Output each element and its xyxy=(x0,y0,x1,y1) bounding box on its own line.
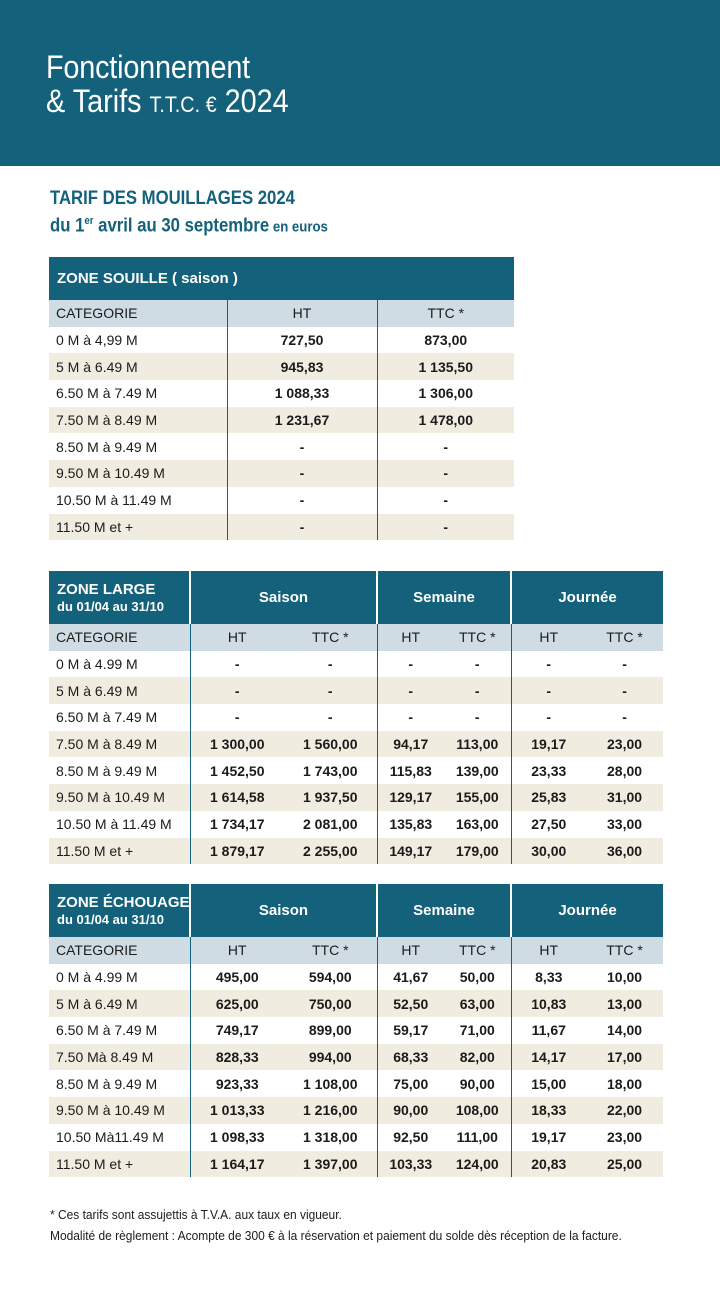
column-header: TTC * xyxy=(284,624,377,651)
price-cell: 22,00 xyxy=(586,1097,663,1124)
subtitle-line1: TARIF DES MOUILLAGES 2024 xyxy=(50,188,295,209)
price-cell: 129,17 xyxy=(377,784,444,811)
zone-large-group-journee: Journée xyxy=(511,571,663,624)
price-cell: 1 743,00 xyxy=(284,757,377,784)
table-row xyxy=(49,1097,663,1124)
footer-payment-note: Modalité de règlement : Acompte de 300 € à la réservation et paiement du solde dès réception de la facture. xyxy=(50,1228,622,1243)
table-row xyxy=(49,838,663,865)
table-row xyxy=(49,651,663,678)
price-cell: - xyxy=(511,677,586,704)
table-row xyxy=(49,327,514,354)
column-header: HT xyxy=(190,937,284,964)
price-cell: 50,00 xyxy=(444,964,511,991)
column-header: TTC * xyxy=(444,624,511,651)
header-row xyxy=(49,937,663,964)
column-header: TTC * xyxy=(586,937,663,964)
subtitle-sup: er xyxy=(84,215,94,227)
row-category: 10.50 M à 11.49 M xyxy=(49,487,227,514)
subtitle-line2 xyxy=(50,210,328,238)
price-cell: - xyxy=(227,514,377,541)
column-header: TTC * xyxy=(377,300,514,327)
price-cell: 124,00 xyxy=(444,1151,511,1178)
table-row xyxy=(49,433,514,460)
header-title-line2 xyxy=(46,83,289,120)
price-cell: 1 560,00 xyxy=(284,731,377,758)
table-row xyxy=(49,514,514,541)
row-category: 11.50 M et + xyxy=(49,838,190,865)
price-cell: 14,00 xyxy=(586,1017,663,1044)
price-cell: 1 318,00 xyxy=(284,1124,377,1151)
price-cell: 923,33 xyxy=(190,1070,284,1097)
price-cell: 33,00 xyxy=(586,811,663,838)
zone-souille-table xyxy=(49,257,514,540)
row-category: 5 M à 6.49 M xyxy=(49,353,227,380)
table-row xyxy=(49,704,663,731)
subtitle-date-end: avril au 30 septembre xyxy=(93,215,270,237)
price-cell: 1 108,00 xyxy=(284,1070,377,1097)
price-cell: 25,00 xyxy=(586,1151,663,1178)
price-cell: - xyxy=(190,651,284,678)
price-cell: 945,83 xyxy=(227,353,377,380)
header-tarifs: & Tarifs xyxy=(46,83,150,119)
zone-echouage-group-journee: Journée xyxy=(511,884,663,937)
price-cell: 1 397,00 xyxy=(284,1151,377,1178)
price-cell: 28,00 xyxy=(586,757,663,784)
table-row xyxy=(49,487,514,514)
price-cell: - xyxy=(511,651,586,678)
price-cell: 1 879,17 xyxy=(190,838,284,865)
table-row xyxy=(49,353,514,380)
row-category: 6.50 M à 7.49 M xyxy=(49,704,190,731)
price-cell: 1 013,33 xyxy=(190,1097,284,1124)
price-cell: 828,33 xyxy=(190,1044,284,1071)
row-category: 5 M à 6.49 M xyxy=(49,677,190,704)
price-cell: 19,17 xyxy=(511,1124,586,1151)
price-cell: - xyxy=(586,704,663,731)
column-header: HT xyxy=(511,624,586,651)
price-cell: 19,17 xyxy=(511,731,586,758)
zone-large-table xyxy=(49,571,663,864)
price-cell: 495,00 xyxy=(190,964,284,991)
price-cell: 103,33 xyxy=(377,1151,444,1178)
page-header xyxy=(0,0,720,166)
price-cell: 15,00 xyxy=(511,1070,586,1097)
price-cell: 36,00 xyxy=(586,838,663,865)
row-category: 8.50 M à 9.49 M xyxy=(49,1070,190,1097)
price-cell: 59,17 xyxy=(377,1017,444,1044)
price-cell: 41,67 xyxy=(377,964,444,991)
zone-large-group-semaine: Semaine xyxy=(377,571,511,624)
table-row xyxy=(49,757,663,784)
price-cell: 68,33 xyxy=(377,1044,444,1071)
column-header: TTC * xyxy=(586,624,663,651)
price-cell: 82,00 xyxy=(444,1044,511,1071)
price-cell: 1 614,58 xyxy=(190,784,284,811)
price-cell: 25,83 xyxy=(511,784,586,811)
table-row xyxy=(49,1017,663,1044)
price-cell: - xyxy=(586,651,663,678)
price-cell: 10,00 xyxy=(586,964,663,991)
price-cell: 2 255,00 xyxy=(284,838,377,865)
column-header: HT xyxy=(377,624,444,651)
column-header-categorie: CATEGORIE xyxy=(49,300,227,327)
price-cell: 18,33 xyxy=(511,1097,586,1124)
row-category: 8.50 M à 9.49 M xyxy=(49,757,190,784)
price-cell: 1 216,00 xyxy=(284,1097,377,1124)
column-header: TTC * xyxy=(284,937,377,964)
price-cell: 63,00 xyxy=(444,990,511,1017)
table-row xyxy=(49,677,663,704)
zone-echouage-table xyxy=(49,884,663,1177)
price-cell: - xyxy=(377,704,444,731)
price-cell: 75,00 xyxy=(377,1070,444,1097)
price-cell: 1 231,67 xyxy=(227,407,377,434)
price-cell: 10,83 xyxy=(511,990,586,1017)
row-category: 11.50 M et + xyxy=(49,514,227,541)
section-subtitle xyxy=(50,188,328,238)
row-category: 10.50 Mà11.49 M xyxy=(49,1124,190,1151)
header-year: 2024 xyxy=(216,83,289,119)
price-cell: 17,00 xyxy=(586,1044,663,1071)
price-cell: 1 300,00 xyxy=(190,731,284,758)
price-cell: 11,67 xyxy=(511,1017,586,1044)
price-cell: 750,00 xyxy=(284,990,377,1017)
price-cell: - xyxy=(284,677,377,704)
table-row xyxy=(49,784,663,811)
price-cell: 1 164,17 xyxy=(190,1151,284,1178)
price-cell: 27,50 xyxy=(511,811,586,838)
price-cell: 71,00 xyxy=(444,1017,511,1044)
price-cell: 899,00 xyxy=(284,1017,377,1044)
price-cell: 8,33 xyxy=(511,964,586,991)
price-cell: 139,00 xyxy=(444,757,511,784)
table-row xyxy=(49,407,514,434)
zone-echouage-title: ZONE ÉCHOUAGE xyxy=(57,893,190,911)
table-row xyxy=(49,1044,663,1071)
price-cell: 1 098,33 xyxy=(190,1124,284,1151)
row-category: 6.50 M à 7.49 M xyxy=(49,380,227,407)
header-row xyxy=(49,624,663,651)
table-row xyxy=(49,731,663,758)
zone-large-title: ZONE LARGE xyxy=(57,580,156,598)
price-cell: 135,83 xyxy=(377,811,444,838)
table-row xyxy=(49,380,514,407)
price-cell: 20,83 xyxy=(511,1151,586,1178)
price-cell: - xyxy=(377,460,514,487)
price-cell: - xyxy=(377,651,444,678)
zone-echouage-title-cell xyxy=(49,884,190,937)
price-cell: 1 135,50 xyxy=(377,353,514,380)
row-category: 0 M à 4.99 M xyxy=(49,651,190,678)
row-category: 5 M à 6.49 M xyxy=(49,990,190,1017)
row-category: 7.50 Mà 8.49 M xyxy=(49,1044,190,1071)
price-cell: 113,00 xyxy=(444,731,511,758)
price-cell: 625,00 xyxy=(190,990,284,1017)
price-cell: - xyxy=(284,704,377,731)
row-category: 8.50 M à 9.49 M xyxy=(49,433,227,460)
row-category: 9.50 M à 10.49 M xyxy=(49,784,190,811)
price-cell: 163,00 xyxy=(444,811,511,838)
subtitle-date-start: du 1 xyxy=(50,215,85,237)
table-row xyxy=(49,990,663,1017)
price-cell: 52,50 xyxy=(377,990,444,1017)
zone-echouage-period: du 01/04 au 31/10 xyxy=(57,911,164,927)
row-category: 11.50 M et + xyxy=(49,1151,190,1178)
price-cell: 149,17 xyxy=(377,838,444,865)
price-cell: 30,00 xyxy=(511,838,586,865)
column-header: HT xyxy=(227,300,377,327)
row-category: 9.50 M à 10.49 M xyxy=(49,460,227,487)
column-header-categorie: CATEGORIE xyxy=(49,624,190,651)
column-header: HT xyxy=(190,624,284,651)
zone-large-period: du 01/04 au 31/10 xyxy=(57,598,164,614)
price-cell: 23,33 xyxy=(511,757,586,784)
price-cell: 873,00 xyxy=(377,327,514,354)
zone-large-title-cell xyxy=(49,571,190,624)
price-cell: - xyxy=(444,651,511,678)
price-cell: - xyxy=(227,487,377,514)
price-cell: - xyxy=(377,514,514,541)
price-cell: 115,83 xyxy=(377,757,444,784)
row-category: 6.50 M à 7.49 M xyxy=(49,1017,190,1044)
price-cell: 94,17 xyxy=(377,731,444,758)
price-cell: 1 937,50 xyxy=(284,784,377,811)
zone-souille-title: ZONE SOUILLE ( saison ) xyxy=(49,257,514,300)
row-category: 9.50 M à 10.49 M xyxy=(49,1097,190,1124)
price-cell: - xyxy=(377,487,514,514)
price-cell: 31,00 xyxy=(586,784,663,811)
zone-echouage-group-saison: Saison xyxy=(190,884,377,937)
price-cell: - xyxy=(511,704,586,731)
column-header: HT xyxy=(377,937,444,964)
column-header: HT xyxy=(511,937,586,964)
subtitle-unit: en euros xyxy=(269,218,328,236)
price-cell: 749,17 xyxy=(190,1017,284,1044)
price-cell: 1 452,50 xyxy=(190,757,284,784)
price-cell: - xyxy=(227,460,377,487)
price-cell: 92,50 xyxy=(377,1124,444,1151)
price-cell: 13,00 xyxy=(586,990,663,1017)
footer-tva-note: * Ces tarifs sont assujettis à T.V.A. aux taux en vigueur. xyxy=(50,1207,342,1222)
column-header-categorie: CATEGORIE xyxy=(49,937,190,964)
price-cell: - xyxy=(444,704,511,731)
table-row xyxy=(49,1151,663,1178)
header-ttc: T.T.C. € xyxy=(149,92,217,117)
row-category: 7.50 M à 8.49 M xyxy=(49,731,190,758)
row-category: 0 M à 4,99 M xyxy=(49,327,227,354)
price-cell: 179,00 xyxy=(444,838,511,865)
header-title-line1: Fonctionnement xyxy=(46,49,251,85)
price-cell: - xyxy=(377,433,514,460)
price-cell: 90,00 xyxy=(444,1070,511,1097)
column-header: TTC * xyxy=(444,937,511,964)
price-cell: 14,17 xyxy=(511,1044,586,1071)
price-cell: - xyxy=(190,704,284,731)
price-cell: 594,00 xyxy=(284,964,377,991)
price-cell: 108,00 xyxy=(444,1097,511,1124)
price-cell: - xyxy=(284,651,377,678)
table-row xyxy=(49,1070,663,1097)
price-cell: 18,00 xyxy=(586,1070,663,1097)
price-cell: 90,00 xyxy=(377,1097,444,1124)
price-cell: - xyxy=(586,677,663,704)
price-cell: - xyxy=(190,677,284,704)
price-cell: 1 306,00 xyxy=(377,380,514,407)
zone-large-group-saison: Saison xyxy=(190,571,377,624)
table-row xyxy=(49,811,663,838)
price-cell: 111,00 xyxy=(444,1124,511,1151)
price-cell: 1 734,17 xyxy=(190,811,284,838)
zone-echouage-group-semaine: Semaine xyxy=(377,884,511,937)
table-row xyxy=(49,1124,663,1151)
price-cell: 23,00 xyxy=(586,731,663,758)
row-category: 10.50 M à 11.49 M xyxy=(49,811,190,838)
table-row xyxy=(49,964,663,991)
footer-notes xyxy=(50,1204,622,1246)
price-cell: 23,00 xyxy=(586,1124,663,1151)
table-row xyxy=(49,460,514,487)
price-cell: - xyxy=(377,677,444,704)
price-cell: 2 081,00 xyxy=(284,811,377,838)
price-cell: 994,00 xyxy=(284,1044,377,1071)
row-category: 0 M à 4.99 M xyxy=(49,964,190,991)
price-cell: 1 088,33 xyxy=(227,380,377,407)
header-row xyxy=(49,300,514,327)
price-cell: 155,00 xyxy=(444,784,511,811)
row-category: 7.50 M à 8.49 M xyxy=(49,407,227,434)
price-cell: 1 478,00 xyxy=(377,407,514,434)
price-cell: - xyxy=(444,677,511,704)
price-cell: 727,50 xyxy=(227,327,377,354)
price-cell: - xyxy=(227,433,377,460)
